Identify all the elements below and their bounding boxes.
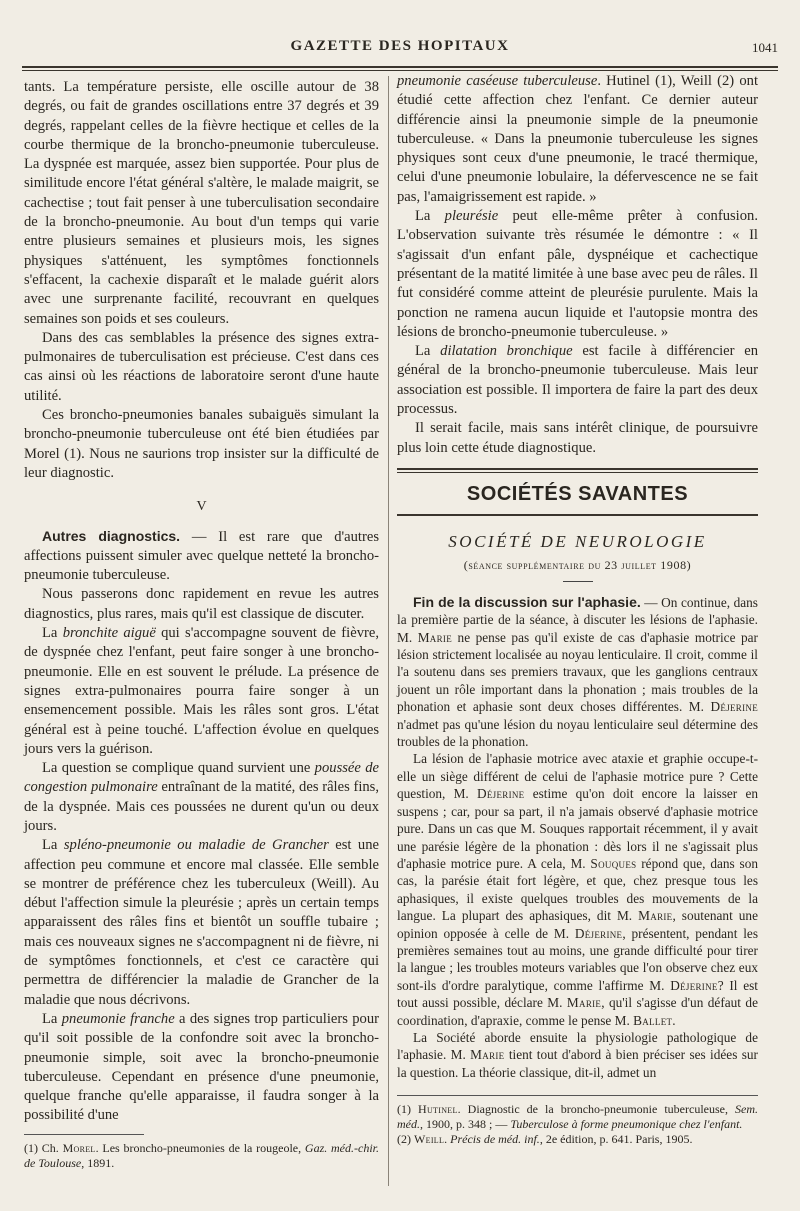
- footnote: (2) Weill. Précis de méd. inf., 2e édition, p. 641. Paris, 1905.: [397, 1132, 693, 1147]
- paragraph: Ces broncho-pneumonies banales subaiguës simulant la broncho-pneumonie tuberculeuse ont été bien étudiées par Morel (1). Nous ne saurions trop insister sur la difficulté de leur diagnostic.: [24, 407, 379, 481]
- footnote: (1) Hutinel. Diagnostic de la broncho-pneumonie tuberculeuse, Sem. méd., 1900, p. 348 ; — Tuberculose à forme pneumonique chez l'enfant.: [397, 1102, 758, 1132]
- header-rule-thin: [22, 70, 778, 71]
- page-header: [22, 28, 778, 62]
- section-number: V: [196, 499, 207, 515]
- header-rule: [22, 66, 778, 68]
- paragraph: La Société aborde ensuite la physiologie pathologique de l'aphasie. M. Marie tient tout d'abord à bien préciser ses idées sur la question. La théorie classique, dit-il, admet un: [397, 1029, 758, 1080]
- paragraph: La question se complique quand survient une poussée de congestion pulmonaire entraînant de la matité, des râles fins, de la dyspnée. Mais ces poussées ne durent qu'un ou deux jours.: [24, 760, 380, 834]
- paragraph: La spléno-pneumonie ou maladie de Grancher est une affection peu commune et encore mal classée. Elle semble se montrer de préférence chez les tuberculeux (Weill). Au début l'affection simule la pleurésie ; après un certain temps apparaissent des râles fins et bientôt un souffle tubaire ; mais ces nouveaux signes ne s'accompagnent ni de fièvre, ni de symptômes fonctionnels, et c'est ce caractère qui permettra de différencier la maladie de Grancher de la maladie que nous décrivons.: [24, 837, 380, 1008]
- paragraph: pneumonie caséeuse tuberculeuse. Hutinel (1), Weill (2) ont étudié cette affection chez l'enfant. Ce dernier auteur différencie ainsi la pneumonie simple de la pneumonie tuberculeuse. « Dans la pneumonie tuberculeuse les signes physiques sont ceux d'une pneumonie, le tracé thermique, celui d'une pneumonie lobulaire, la défervescence ne se fait pas, l'amaigrissement est rapide. »: [397, 73, 759, 205]
- short-rule: [563, 581, 593, 582]
- run-in-heading: Autres diagnostics.: [42, 527, 181, 544]
- section-rule: [397, 514, 758, 516]
- paragraph: La lésion de l'aphasie motrice avec ataxie et graphie occupe-t-elle un siège différent de celui de l'aphasie motrice pure ? Cette question, M. Déjerine estime qu'on doit encore la laisser en suspens ; car, pour sa part, il n'a jamais observé d'aphasie motrice pure. Dans un cas que M. Souques rapportait récemment, il y avait une parésie légère de la phonation : dès lors il ne s'agissait plus d'aphasie motrice pure. A cela, M. Souques répond que, dans son cas, la parésie était fort légère, et que, chez presque tous les aphasiques, il existe quelques troubles des mouvements de la langue. La plupart des aphasiques, dit M. Marie, soutenant une opinion opposée à celle de M. Déjerine, présentent, pendant les premières semaines tout au moins, une grande difficulté pour tirer la langue ; les troubles moteurs variables que l'on observe chez eux sont-ils d'ordre paralytique, comme l'affirme M. Déjerine? Il est tout aussi possible, déclare M. Marie, qu'il s'agisse d'un défaut de coordination, d'apraxie, comme le pense M. Ballet.: [397, 751, 758, 1028]
- paragraph: La bronchite aiguë qui s'accompagne souvent de fièvre, de dyspnée chez l'enfant, peut faire songer à une broncho-pneumonie. Elle en est souvent le prélude. La présence de signes extra-pulmonaires pourra faire songer à un ensemencement possible. Mais les râles sont gros. L'état général est à peine touché. L'affection évolue en quelques jours vers la guérison.: [24, 625, 379, 757]
- session-date: (séance supplémentaire du 23 juillet 1908): [463, 557, 692, 572]
- society-report: [397, 594, 758, 1147]
- section-rule: [397, 468, 758, 470]
- paragraph: La dilatation bronchique est facile à différencier en général de la broncho-pneumonie tuberculeuse. Mais leur association est possible. Il importera de faire la part des deux processus.: [397, 343, 758, 418]
- footnote: (1) Ch. Morel. Les broncho-pneumonies de la rougeole, Gaz. méd.-chir. de Toulouse, 1891.: [24, 1140, 380, 1170]
- paragraph: Il serait facile, mais sans intérêt clinique, de poursuivre plus loin cette étude diagnostique.: [397, 420, 758, 456]
- paragraph: Dans des cas semblables la présence des signes extra-pulmonaires de tuberculisation est précieuse. C'est dans ces cas ainsi où les réactions de laboratoire seront d'une haute utilité.: [24, 329, 379, 404]
- page-number: 1041: [752, 40, 778, 55]
- paragraph: Autres diagnostics. — Il est rare que d'autres affections puissent simuler avec quelque netteté la broncho-pneumonie tuberculeuse.: [24, 527, 379, 584]
- column-divider: [388, 76, 389, 1186]
- society-title: SOCIÉTÉ DE NEUROLOGIE: [448, 532, 707, 552]
- paragraph: Fin de la discussion sur l'aphasie. — On continue, dans la première partie de la séance, à discuter les lésions de l'aphasie. M. Marie ne pense pas qu'il existe de cas d'aphasie motrice par lésion strictement localisée au noyau lenticulaire. Il croit, comme il l'a soutenu dans ses premiers travaux, que les ganglions centraux jouent un rôle important dans la phonation ; mais troubles de la phonation et aphasie sont deux choses différentes. M. Déjerine n'admet pas qu'une lésion du noyau lenticulaire seul détermine des troubles de la phonation.: [397, 593, 758, 750]
- section-rule-thin: [397, 472, 758, 473]
- run-in-heading: Fin de la discussion sur l'aphasie.: [413, 593, 641, 610]
- right-column: [397, 72, 758, 1147]
- paragraph: La pleurésie peut elle-même prêter à confusion. L'observation suivante très résumée le démontre : « Il s'agissait d'un enfant pâle, dyspnéique et cachectique présentant de la matité limitée à une base avec peu de râles. Il fut considéré comme atteint de pleurésie purulente. Mais la ponction ne ramena aucun liquide et l'autopsie montra des lésions de broncho-pneumonie tuberculeuse. »: [397, 208, 758, 340]
- paragraph: Nous passerons donc rapidement en revue les autres diagnostics, plus rares, mais qu'il est classique de discuter.: [24, 586, 379, 622]
- left-column: [24, 78, 379, 1171]
- footnote-rule: [24, 1134, 144, 1135]
- footnote-rule: [397, 1095, 758, 1096]
- paragraph: tants. La température persiste, elle oscille autour de 38 degrés, ou fait de grandes oscillations entre 37 degrés et 39 degrés, rappelant celles de la fièvre hectique et celles de la courbe thermique de la broncho-pneumonie tuberculeuse. La dyspnée est marquée, assez bien supportée. Pour plus de similitude encore l'état général s'altère, le malade maigrit, se cachectise ; tout fait penser à une tuberculisation secondaire de la broncho-pneumonie. Au bout d'un temps qui varie entre plusieurs semaines et plusieurs mois, les signes physiques s'atténuent, les symptômes fonctionnels s'effacent, la cachexie disparaît et le malade guérit alors avec une surprenante facilité, recouvrant en quelques semaines son poids et ses couleurs.: [24, 79, 379, 327]
- journal-title: GAZETTE DES HOPITAUX: [290, 38, 510, 54]
- paragraph: La pneumonie franche a des signes trop particuliers pour qu'il soit possible de la confondre soit avec la broncho-pneumonie simple, soit avec la broncho-pneumonie tuberculeuse. Cependant en présence d'une pneumonie, quelque franche qu'elle apparaisse, il faudra songer à la possibilité d'une: [24, 1010, 379, 1124]
- section-title: SOCIÉTÉS SAVANTES: [466, 482, 689, 505]
